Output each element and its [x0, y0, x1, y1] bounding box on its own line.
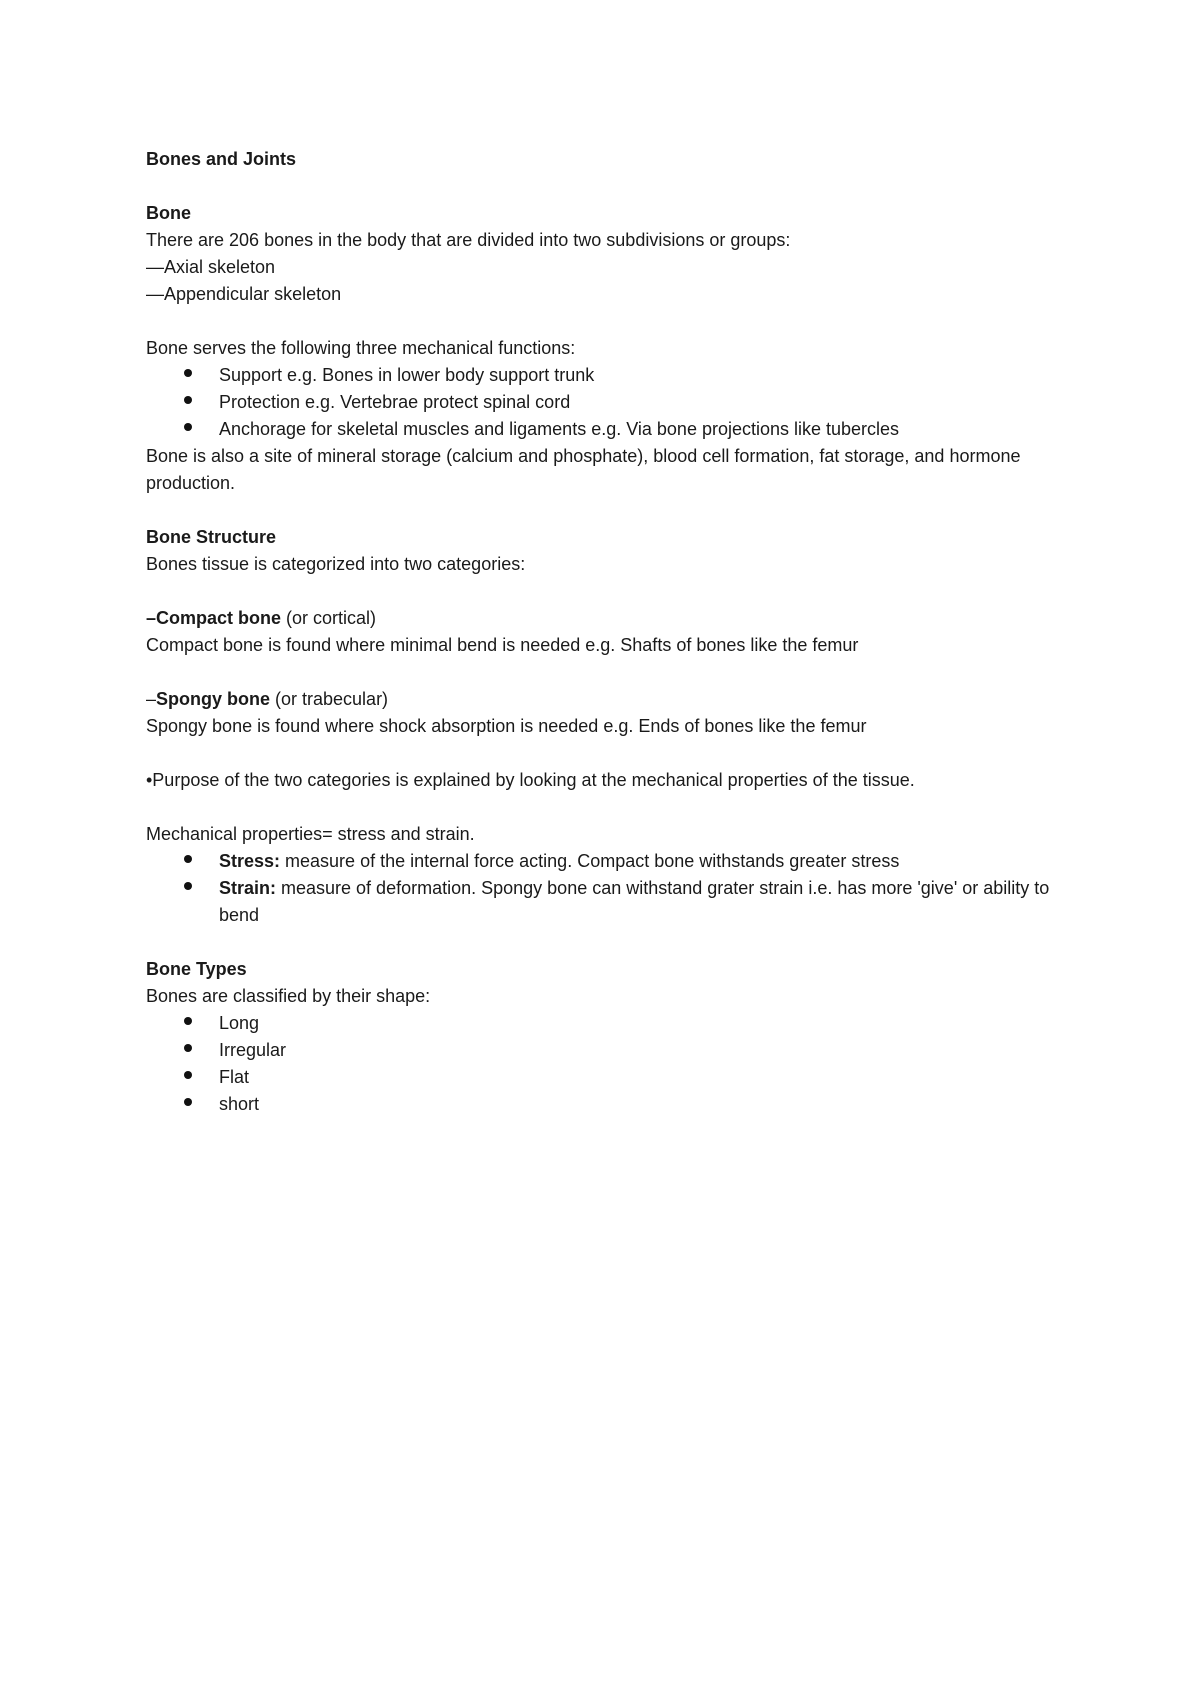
list-item-text: Flat	[219, 1067, 250, 1087]
list-item	[146, 1091, 1066, 1118]
spongy-bone-label: Spongy bone	[156, 689, 271, 709]
spongy-bone-desc: Spongy bone is found where shock absorption is needed e.g. Ends of bones like the femur	[146, 716, 867, 736]
spacer	[146, 740, 1066, 767]
list-item-text: short	[219, 1094, 260, 1114]
list-item-text: Irregular	[219, 1040, 287, 1060]
stress-label: Stress:	[219, 851, 281, 871]
mechanical-properties-list	[146, 848, 1066, 929]
bullet-icon	[184, 855, 192, 863]
bullet-icon	[184, 1044, 192, 1052]
bullet-icon	[184, 1071, 192, 1079]
mechanical-properties-intro: Mechanical properties= stress and strain.	[146, 824, 475, 844]
list-item-text: Long	[219, 1013, 260, 1033]
strain-text: measure of deformation. Spongy bone can withstand grater strain i.e. has more 'give' or ability to bend	[219, 878, 1050, 925]
list-item	[146, 416, 1066, 443]
spacer	[146, 497, 1066, 524]
list-item-text: Support e.g. Bones in lower body support trunk	[219, 365, 595, 385]
functions-intro: Bone serves the following three mechanical functions:	[146, 338, 576, 358]
bullet-icon	[184, 882, 192, 890]
spongy-bone-alt: (or trabecular)	[270, 689, 389, 709]
compact-bone-alt: (or cortical)	[281, 608, 377, 628]
purpose-note: •Purpose of the two categories is explained by looking at the mechanical properties of the tissue.	[146, 770, 915, 790]
list-item	[146, 1064, 1066, 1091]
compact-dash: –	[146, 608, 157, 628]
list-item-text: Protection e.g. Vertebrae protect spinal cord	[219, 392, 571, 412]
compact-bone-label: Compact bone	[156, 608, 282, 628]
list-item	[146, 848, 1066, 875]
types-intro: Bones are classified by their shape:	[146, 986, 431, 1006]
spacer	[146, 659, 1066, 686]
section-heading-bone: Bone	[146, 203, 191, 223]
bone-group-appendicular: —Appendicular skeleton	[146, 284, 342, 304]
types-list	[146, 1010, 1066, 1118]
list-item	[146, 1037, 1066, 1064]
stress-text: measure of the internal force acting. Compact bone withstands greater stress	[280, 851, 900, 871]
bullet-icon	[184, 1017, 192, 1025]
list-item	[146, 1010, 1066, 1037]
spongy-dash: –	[146, 689, 157, 709]
compact-bone-heading	[146, 605, 1066, 632]
spacer	[146, 308, 1066, 335]
strain-label: Strain:	[219, 878, 277, 898]
bone-group-axial: —Axial skeleton	[146, 257, 276, 277]
list-item	[146, 389, 1066, 416]
structure-intro: Bones tissue is categorized into two categories:	[146, 554, 526, 574]
section-heading-types: Bone Types	[146, 959, 247, 979]
list-item	[146, 362, 1066, 389]
bullet-icon	[184, 369, 192, 377]
list-item	[146, 875, 1066, 929]
bone-intro: There are 206 bones in the body that are divided into two subdivisions or groups:	[146, 230, 791, 250]
document-body	[146, 146, 1066, 1118]
functions-list	[146, 362, 1066, 443]
list-item-text: Anchorage for skeletal muscles and ligaments e.g. Via bone projections like tubercles	[219, 419, 900, 439]
bone-extra-functions: Bone is also a site of mineral storage (calcium and phosphate), blood cell formation, fat storage, and hormone production.	[146, 446, 1026, 493]
section-heading-structure: Bone Structure	[146, 527, 277, 547]
spacer	[146, 578, 1066, 605]
spongy-bone-heading	[146, 686, 1066, 713]
bullet-icon	[184, 396, 192, 404]
spacer	[146, 929, 1066, 956]
compact-bone-desc: Compact bone is found where minimal bend is needed e.g. Shafts of bones like the femur	[146, 635, 859, 655]
bullet-icon	[184, 1098, 192, 1106]
bullet-icon	[184, 423, 192, 431]
spacer	[146, 794, 1066, 821]
document-title: Bones and Joints	[146, 149, 297, 169]
spacer	[146, 173, 1066, 200]
